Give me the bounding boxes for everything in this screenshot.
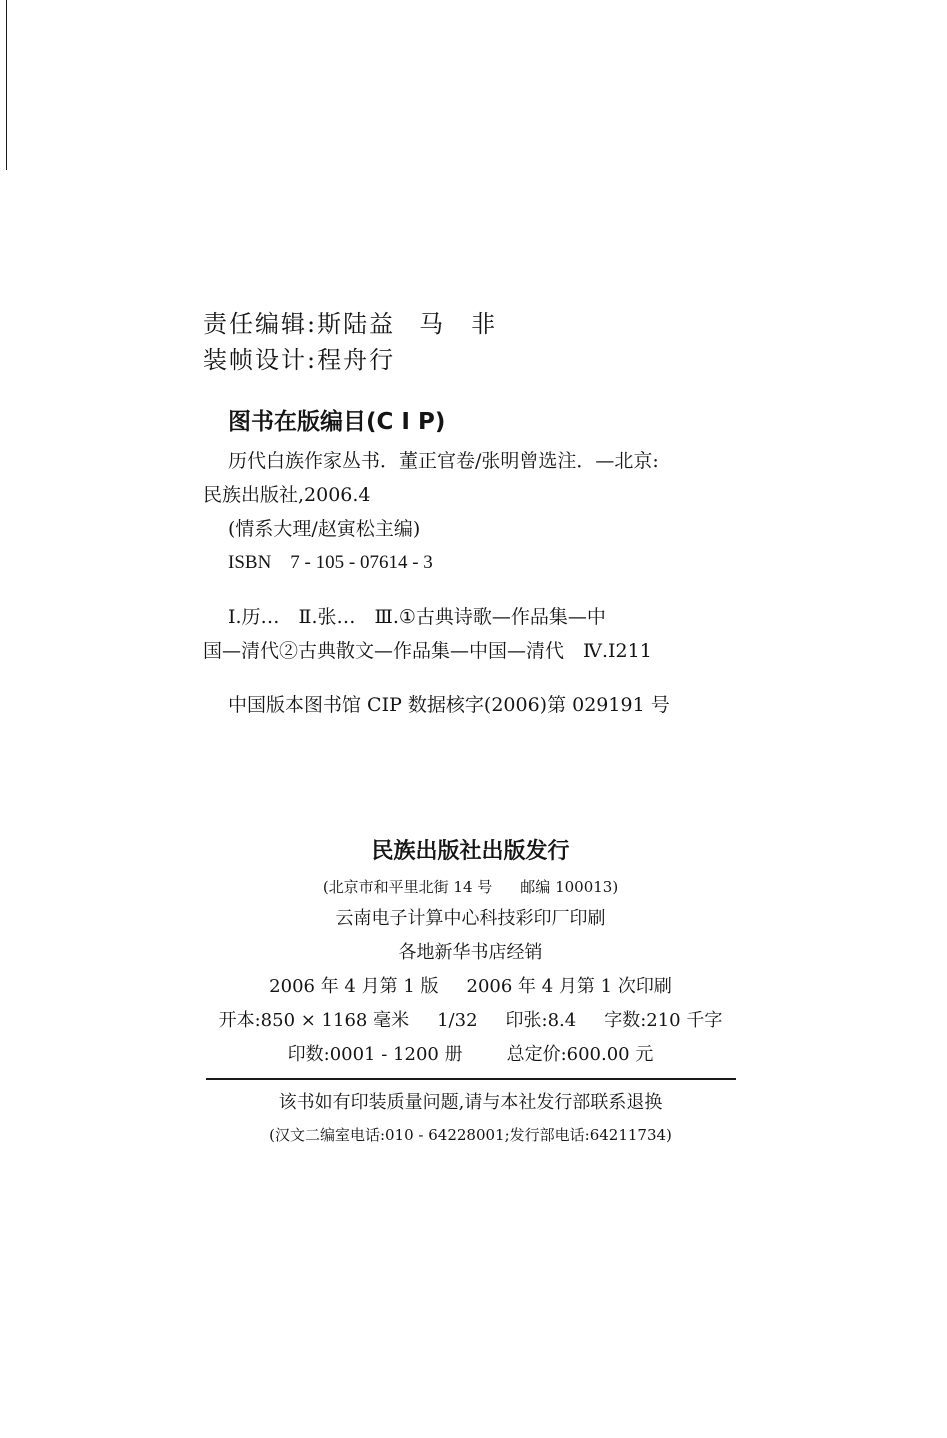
page-edge-line <box>6 0 7 170</box>
edition: 2006 年 4 月第 1 版 <box>269 976 439 997</box>
designer-credit <box>203 342 497 378</box>
words: 字数:210 千字 <box>604 1010 723 1031</box>
editor-credit <box>203 306 497 342</box>
quality-notice: 该书如有印装质量问题,请与本社发行部联系退换 <box>278 1092 663 1113</box>
cip-isbn: ISBN 7 - 105 - 07614 - 3 <box>228 552 433 573</box>
divider-rule <box>206 1078 736 1080</box>
editor-name-1: 斯陆益 <box>317 310 396 338</box>
distributor-line: 各地新华书店经销 <box>398 942 543 963</box>
designer-name: 程舟行 <box>317 346 396 374</box>
publisher-address: (北京市和平里北街 14 号 <box>322 878 493 896</box>
publisher-address-line <box>203 872 738 902</box>
sheets: 印张:8.4 <box>505 1010 577 1031</box>
copies-price-line <box>203 1038 738 1072</box>
publisher-block <box>203 832 738 1150</box>
copies: 印数:0001 - 1200 册 <box>287 1044 463 1065</box>
cip-record-number: 中国版本图书馆 CIP 数据核字(2006)第 029191 号 <box>228 694 670 716</box>
price: 总定价:600.00 元 <box>506 1044 654 1065</box>
cip-class-line-1: Ⅰ.历… Ⅱ.张… Ⅲ.①古典诗歌—作品集—中 <box>228 606 606 628</box>
designer-label: 装帧设计: <box>203 346 318 374</box>
cip-line-2: 民族出版社,2006.4 <box>203 484 371 506</box>
printer-line: 云南电子计算中心科技彩印厂印刷 <box>335 908 606 929</box>
cip-block <box>203 400 763 722</box>
publisher-postcode: 邮编 100013) <box>520 878 619 896</box>
cip-line-1: 历代白族作家丛书．董正官卷/张明曾选注．—北京: <box>228 450 659 472</box>
edition-line <box>203 970 738 1004</box>
editor-label: 责任编辑: <box>203 310 318 338</box>
contact-phones: (汉文二编室电话:010 - 64228001;发行部电话:64211734) <box>269 1126 672 1144</box>
format: 开本:850 × 1168 毫米 <box>218 1010 410 1031</box>
printing: 2006 年 4 月第 1 次印刷 <box>466 976 672 997</box>
publisher-name: 民族出版社出版发行 <box>371 839 570 864</box>
cip-title: 图书在版编目(C I P) <box>228 409 446 435</box>
fold: 1/32 <box>437 1010 478 1031</box>
format-line <box>203 1004 738 1038</box>
credits-block <box>203 306 497 378</box>
editor-name-2: 马 非 <box>419 310 498 338</box>
cip-class-line-2: 国—清代②古典散文—作品集—中国—清代 Ⅳ.I211 <box>203 640 652 662</box>
cip-series: (情系大理/赵寅松主编) <box>228 518 421 540</box>
